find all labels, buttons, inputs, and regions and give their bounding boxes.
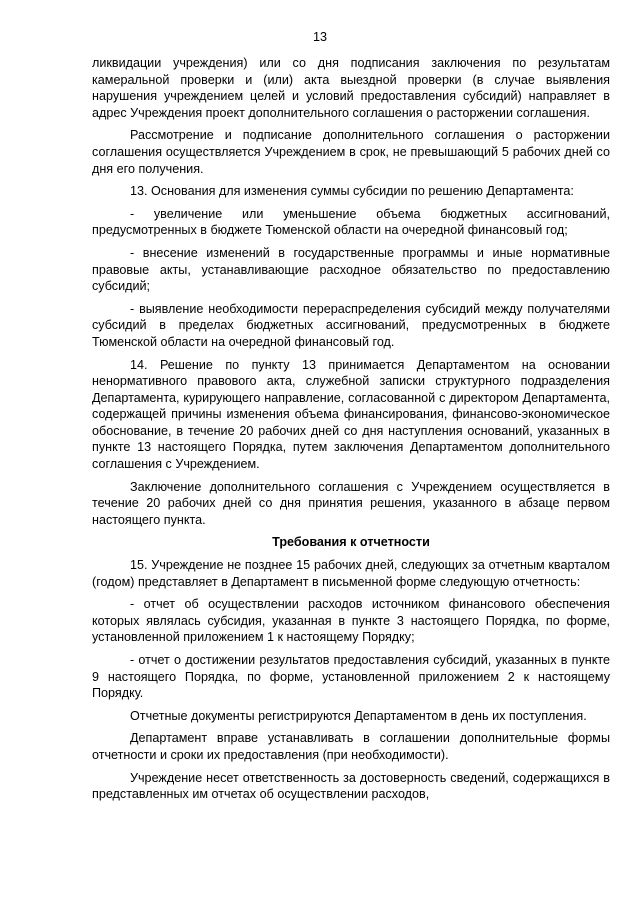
document-body xyxy=(92,55,610,803)
list-item: - увеличение или уменьшение объема бюджетных ассигнований, предусмотренных в бюджете Тюменской области на очередной финансовый год; xyxy=(92,206,610,238)
list-item: - внесение изменений в государственные программы и иные нормативные правовые акты, устанавливающие расходное обязательство по предоставлению субсидий; xyxy=(92,245,610,294)
paragraph: ликвидации учреждения) или со дня подписания заключения по результатам камеральной проверки и (или) акта выездной проверки (в случае выявления нарушения учреждением целей и условий предоставления субсидий) направляет в адрес Учреждения проект дополнительного соглашения о расторжении соглашения. xyxy=(92,56,610,120)
paragraph: Отчетные документы регистрируются Департаментом в день их поступления. xyxy=(130,708,587,723)
paragraph: 14. Решение по пункту 13 принимается Департаментом на основании ненормативного правового акта, служебной записки структурного подразделения Департамента, курирующего направление, согласованной с директором Департамента, содержащей причины изменения объема финансирования, финансово-экономическое обоснование, в течение 20 рабочих дней со дня наступления оснований, указанных в пункте 13 настоящего Порядка, путем заключения Департаментом дополнительного соглашения с Учреждением. xyxy=(92,357,610,472)
list-item: - отчет об осуществлении расходов источником финансового обеспечения которых являлась субсидия, указанная в пункте 3 настоящего Порядка, по форме, установленной приложением 1 к настоящему Порядку; xyxy=(92,597,610,645)
list-item: - выявление необходимости перераспределения субсидий между получателями субсидий в пределах бюджетных ассигнований, предусмотренных в бюджете Тюменской области на очередной финансовый год. xyxy=(92,301,610,349)
paragraph: 13. Основания для изменения суммы субсидии по решению Департамента: xyxy=(130,184,574,199)
list-item: - отчет о достижении результатов предоставления субсидий, указанных в пункте 9 настоящего Порядка, по форме, установленной приложением 2 к настоящему Порядку. xyxy=(92,653,610,701)
page-number: 13 xyxy=(312,30,327,44)
section-heading: Требования к отчетности xyxy=(272,535,430,550)
paragraph: 15. Учреждение не позднее 15 рабочих дней, следующих за отчетным кварталом (годом) представляет в Департамент в письменной форме следующую отчетность: xyxy=(92,558,610,589)
paragraph: Учреждение несет ответственность за достоверность сведений, содержащихся в представленных им отчетах об осуществлении расходов, xyxy=(92,770,610,802)
paragraph: Рассмотрение и подписание дополнительного соглашения о расторжении соглашения осуществляется Учреждением в срок, не превышающий 5 рабочих дней со дня его получения. xyxy=(92,128,610,176)
paragraph: Заключение дополнительного соглашения с Учреждением осуществляется в течение 20 рабочих дней со дня принятия решения, указанного в абзаце первом настоящего пункта. xyxy=(92,479,610,527)
paragraph: Департамент вправе устанавливать в соглашении дополнительные формы отчетности и сроки их предоставления (при необходимости). xyxy=(92,731,610,762)
